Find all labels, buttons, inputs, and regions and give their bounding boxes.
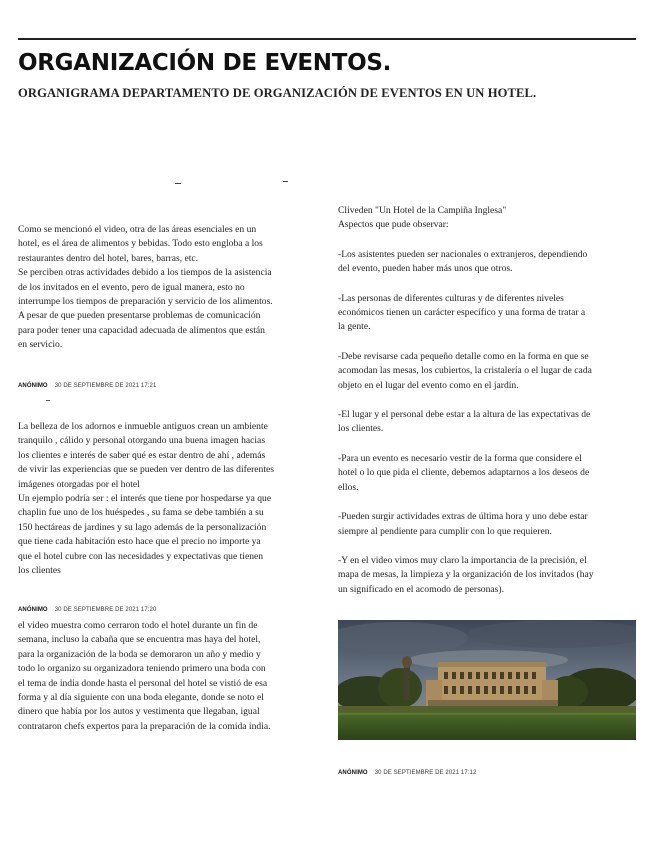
aspect-point: -El lugar y el personal debe estar a la altura de las expectativas de los clientes. — [338, 409, 591, 435]
separator-dash — [46, 400, 50, 401]
hotel-photo — [338, 620, 636, 740]
post-text-wedding: el video muestra como cerraron todo el hotel durante un fin de semana, incluso la cabaña que se encuentra mas haya del hotel, para la organización de la boda se demoraron un año y medio y todo lo organizo su organizadora teniendo primero una boda con el tema de india donde hasta el personal del hotel se vistió de esa forma y al día siguiente con una boda elegante, donde se noto el dinero que había por los autos y vestimenta que llegaban, igual contrataron chefs expertos para la preparación de la comida india. — [18, 620, 271, 732]
page-title: ORGANIZACIÓN DE EVENTOS. — [18, 50, 392, 76]
aspect-point: -Pueden surgir actividades extras de última hora y uno debe estar siempre al pendiente para cumplir con lo que requieren. — [338, 511, 588, 537]
post-heading: Cliveden "Un Hotel de la Campiña Inglesa" — [338, 205, 507, 216]
aspect-point: -Para un evento es necesario vestir de la forma que considere el hotel o lo que pida el cliente, debemos adaptarnos a los deseos de ellos. — [338, 452, 590, 493]
aspect-point: -Las personas de diferentes culturas y de diferentes niveles económicos tienen un carácter específico y una forma de tratar a la gente. — [338, 292, 586, 333]
post-author: ANÓNIMO — [338, 770, 368, 776]
aspect-point: -Los asistentes pueden ser nacionales o extranjeros, dependiendo del evento, pueden haber más unos que otros. — [338, 248, 588, 275]
aspect-point: -Debe revisarse cada pequeño detalle como en la forma en que se acomodan las mesas, los cubiertos, la cristalería o el lugar de cada objeto en el lugar del evento como en el jardín. — [338, 350, 592, 391]
post-author: ANÓNIMO — [18, 607, 48, 613]
post-text-food-beverage: Como se mencionó el video, otra de las áreas esenciales en un hotel, es el área de alimentos y bebidas. Todo esto engloba a los restaurantes dentro del hotel, bares, barras, etc. Se perciben otras actividades debido a los tiempos de la asistencia de los invitados en el evento, pero de igual manera, esto no interrumpe los tiempos de preparación y servicio de los alimentos. A pesar de que pueden presentarse problemas de comunicación para poder tener una capacidad adecuada de alimentos que están en servicio. — [18, 224, 273, 351]
post-intro: Aspectos que pude observar: — [338, 219, 449, 231]
post-meta — [18, 383, 156, 389]
page-subtitle: ORGANIGRAMA DEPARTAMENTO DE ORGANIZACIÓN DE EVENTOS EN UN HOTEL. — [18, 86, 537, 100]
header-rule — [18, 38, 636, 40]
post-meta — [338, 770, 476, 776]
cliveden-house-image — [338, 620, 636, 740]
post-text-cliveden — [338, 204, 636, 597]
post-text-decoration: La belleza de los adornos e inmueble antiguos crean un ambiente tranquilo , cálido y personal otorgando una buena imagen hacias los clientes e interés de saber qué es estar dentro de ahí , además de vivir las experiencias que se pueden ver dentro de las diferentes imágenes otorgadas por el hotel Un ejemplo podría ser : el interés que tiene por hospedarse ya que chaplin fue uno de los huéspedes , su fama se debe también a su 150 hectáreas de jardines y su lago además de la personalización que tiene cada habitación esto hace que el precio no importe ya que el hotel cubre con las necesidades y expectativas que tienen los clientes — [18, 421, 274, 577]
post-meta — [18, 607, 156, 613]
post-author: ANÓNIMO — [18, 383, 48, 389]
post-date: 30 DE SEPTIEMBRE DE 2021 17:21 — [54, 383, 157, 389]
post-date: 30 DE SEPTIEMBRE DE 2021 17:12 — [374, 770, 477, 776]
divider-mark — [175, 183, 181, 184]
post-date: 30 DE SEPTIEMBRE DE 2021 17:20 — [54, 607, 157, 613]
divider-mark — [283, 181, 288, 182]
aspect-point: -Y en el video vimos muy claro la importancia de la precisión, el mapa de mesas, la limpieza y la organización de los invitados (hay un significado en el acomodo de personas). — [338, 554, 594, 595]
